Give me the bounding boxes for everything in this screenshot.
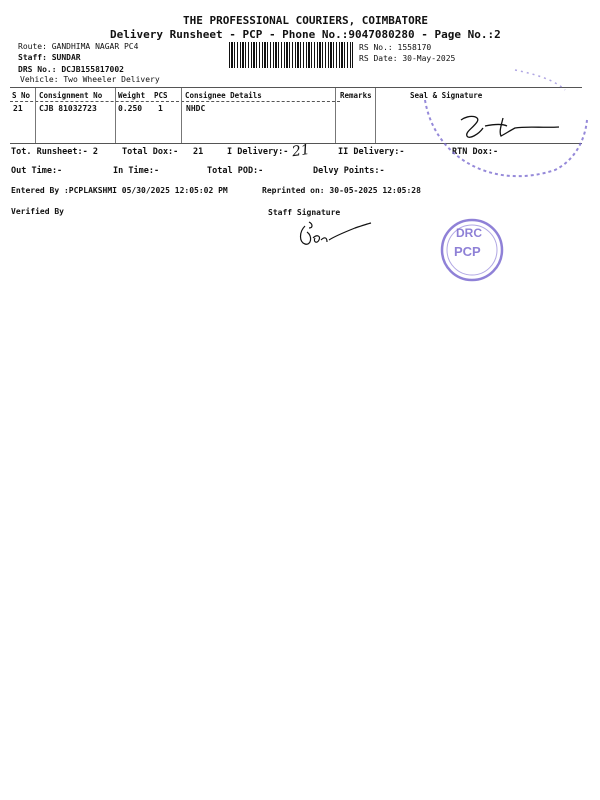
row-pcs: 1 bbox=[158, 104, 163, 113]
header-remarks: Remarks bbox=[340, 91, 372, 100]
row-consignment-no: CJB 81032723 bbox=[39, 104, 97, 113]
staff-signature bbox=[295, 220, 375, 254]
table-col-divider bbox=[181, 88, 182, 143]
table-header-border bbox=[10, 101, 340, 102]
seal-stamp-text-bottom: PCP bbox=[454, 244, 481, 259]
drs-number: DRS No.: DCJB155817002 bbox=[18, 65, 124, 74]
header-seal-signature: Seal & Signature bbox=[410, 91, 483, 100]
total-pod-label: Total POD:- bbox=[207, 166, 264, 176]
delvy-points-label: Delvy Points:- bbox=[313, 166, 385, 176]
rtn-dox-label: RTN Dox:- bbox=[452, 147, 499, 157]
route-label: Route: GANDHIMA NAGAR PC4 bbox=[18, 42, 139, 51]
out-time-label: Out Time:- bbox=[11, 166, 63, 176]
vehicle-label: Vehicle: Two Wheeler Delivery bbox=[20, 75, 160, 84]
staff-signature-label: Staff Signature bbox=[268, 208, 341, 217]
header-consignment-no: Consignment No bbox=[39, 91, 103, 100]
rs-date: RS Date: 30-May-2025 bbox=[359, 54, 456, 63]
total-dox-label: Total Dox:- bbox=[122, 147, 179, 157]
header-weight: Weight bbox=[118, 91, 146, 100]
total-dox-value: 21 bbox=[193, 147, 204, 157]
table-col-divider bbox=[115, 88, 116, 143]
ii-delivery-label: II Delivery:- bbox=[338, 147, 405, 157]
seal-stamp-text-top: DRC bbox=[456, 226, 482, 240]
header-consignee-details: Consignee Details bbox=[185, 91, 262, 100]
row-consignee: NHDC bbox=[186, 104, 206, 113]
rs-number: RS No.: 1558170 bbox=[359, 43, 432, 52]
stamp-arc bbox=[405, 60, 595, 195]
row-weight: 0.250 bbox=[118, 104, 143, 113]
barcode bbox=[229, 42, 353, 68]
table-col-divider bbox=[375, 88, 376, 143]
header-sno: S No bbox=[12, 91, 31, 100]
i-delivery-label: I Delivery:- bbox=[227, 147, 289, 157]
i-delivery-handwritten: 21 bbox=[290, 141, 311, 161]
staff-label: Staff: SUNDAR bbox=[18, 53, 81, 62]
reprinted-on: Reprinted on: 30-05-2025 12:05:28 bbox=[262, 186, 421, 195]
entered-by: Entered By :PCPLAKSHMI 05/30/2025 12:05:02 PM bbox=[11, 186, 228, 195]
runsheet-subtitle: Delivery Runsheet - PCP - Phone No.:9047080280 - Page No.:2 bbox=[110, 28, 501, 41]
verified-by: Verified By bbox=[11, 207, 64, 216]
header-pcs: PCS bbox=[154, 91, 168, 100]
table-col-divider bbox=[35, 88, 36, 143]
tot-runsheet: Tot. Runsheet:- 2 bbox=[11, 147, 98, 157]
in-time-label: In Time:- bbox=[113, 166, 160, 176]
company-title: THE PROFESSIONAL COURIERS, COIMBATORE bbox=[183, 14, 429, 27]
row-sno: 21 bbox=[13, 104, 23, 113]
table-col-divider bbox=[335, 88, 336, 143]
